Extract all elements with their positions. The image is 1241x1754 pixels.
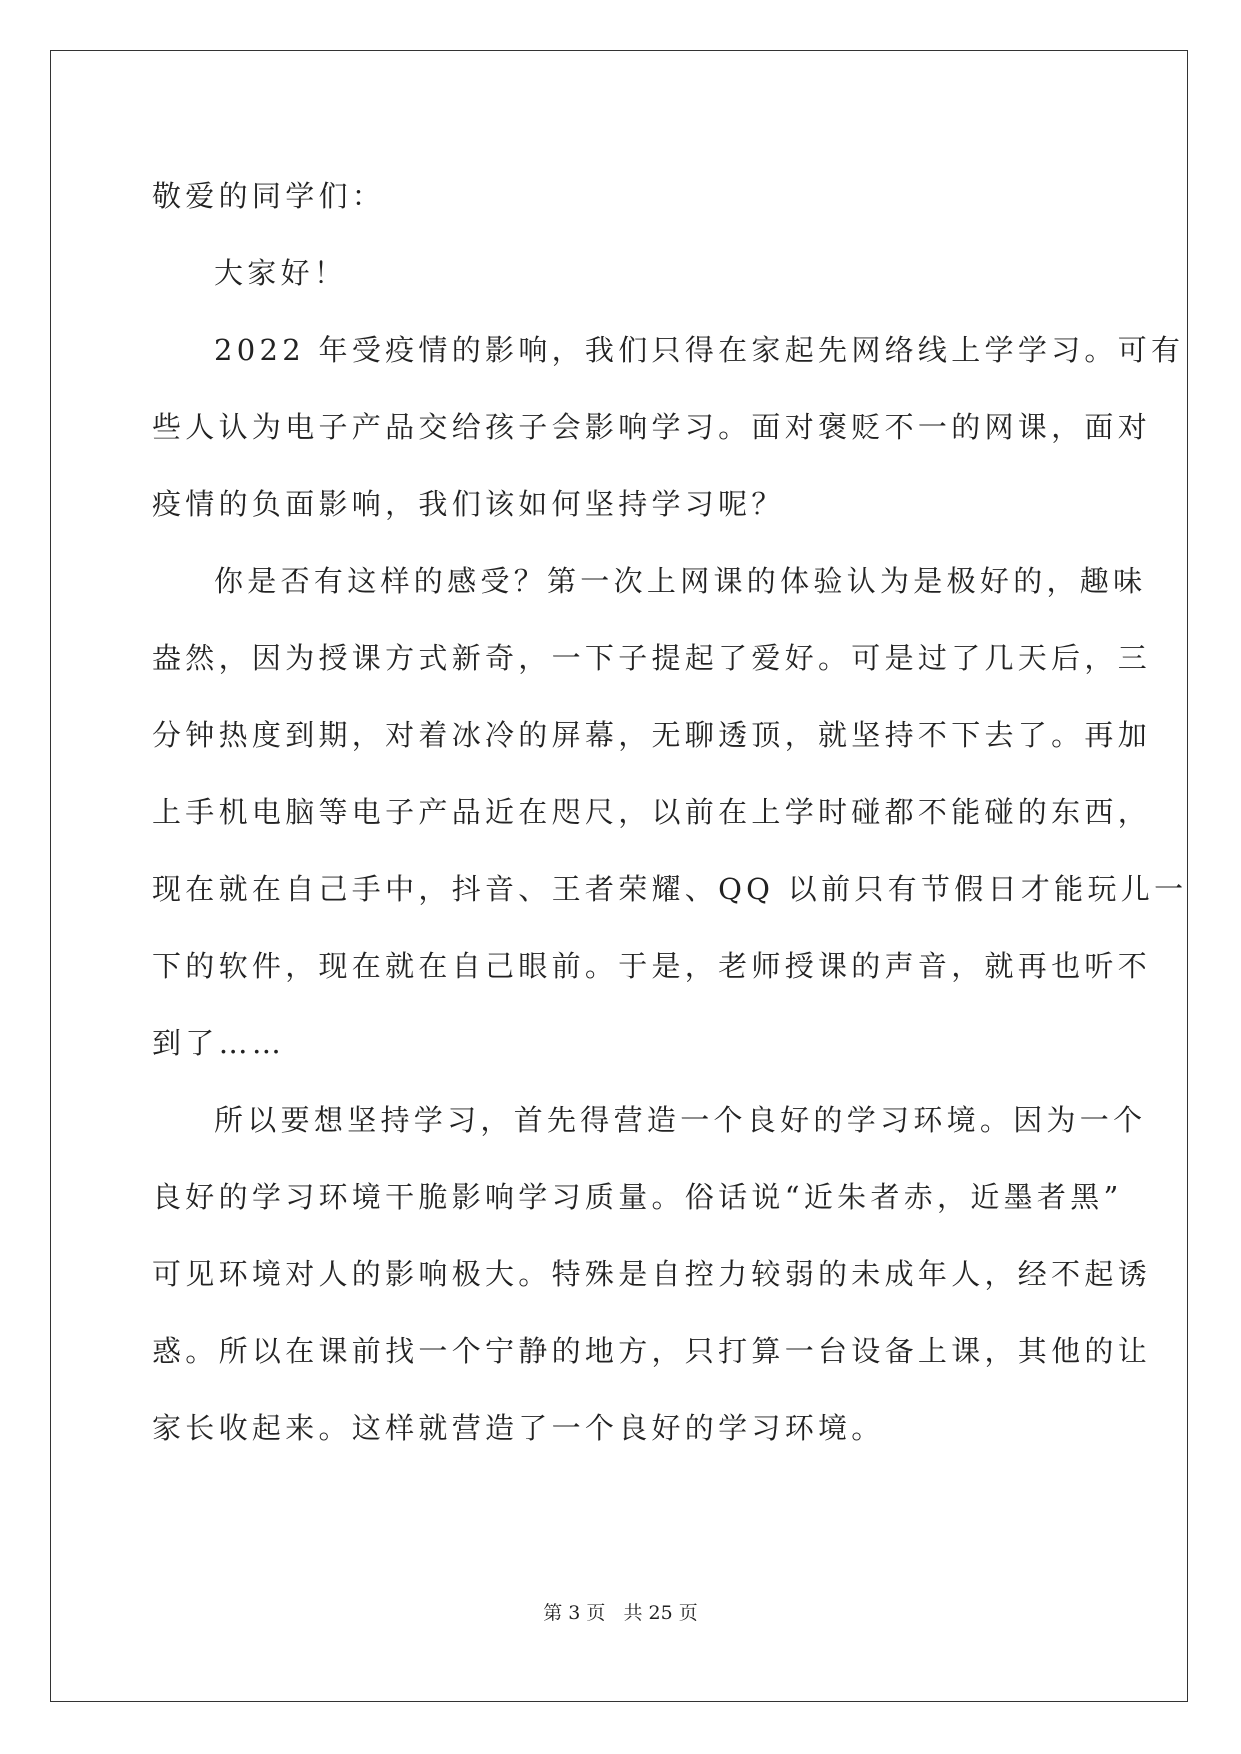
text-line: 现在就在自己手中，抖音、王者荣耀、QQ 以前只有节假日才能玩儿一: [152, 872, 1188, 906]
text-line: 你是否有这样的感受？第一次上网课的体验认为是极好的，趣味: [214, 564, 1147, 598]
text-line: 家长收起来。这样就营造了一个良好的学习环境。: [152, 1411, 885, 1445]
text-line: 良好的学习环境干脆影响学习质量。俗话说“近朱者赤，近墨者黑”: [152, 1180, 1123, 1214]
text-line: 到了……: [152, 1026, 286, 1060]
text-line: 上手机电脑等电子产品近在咫尺，以前在上学时碰都不能碰的东西，: [152, 795, 1152, 829]
text-line: 敬爱的同学们：: [152, 179, 386, 213]
text-line: 疫情的负面影响，我们该如何坚持学习呢？: [152, 487, 785, 521]
text-line: 下的软件，现在就在自己眼前。于是，老师授课的声音，就再也听不: [152, 949, 1152, 983]
page-number-footer: 第 3 页 共 25 页: [543, 1602, 698, 1624]
document-body: [152, 158, 1188, 1467]
text-line: 盎然，因为授课方式新奇，一下子提起了爱好。可是过了几天后，三: [152, 641, 1152, 675]
text-line: 惑。所以在课前找一个宁静的地方，只打算一台设备上课，其他的让: [152, 1334, 1152, 1368]
text-line: 大家好！: [214, 256, 348, 290]
text-line: 些人认为电子产品交给孩子会影响学习。面对褒贬不一的网课，面对: [152, 410, 1152, 444]
text-line: 所以要想坚持学习，首先得营造一个良好的学习环境。因为一个: [214, 1103, 1147, 1137]
text-line: 分钟热度到期，对着冰冷的屏幕，无聊透顶，就坚持不下去了。再加: [152, 718, 1152, 752]
text-line: 可见环境对人的影响极大。特殊是自控力较弱的未成年人，经不起诱: [152, 1257, 1152, 1291]
text-line: 2022 年受疫情的影响，我们只得在家起先网络线上学学习。可有: [214, 333, 1185, 367]
